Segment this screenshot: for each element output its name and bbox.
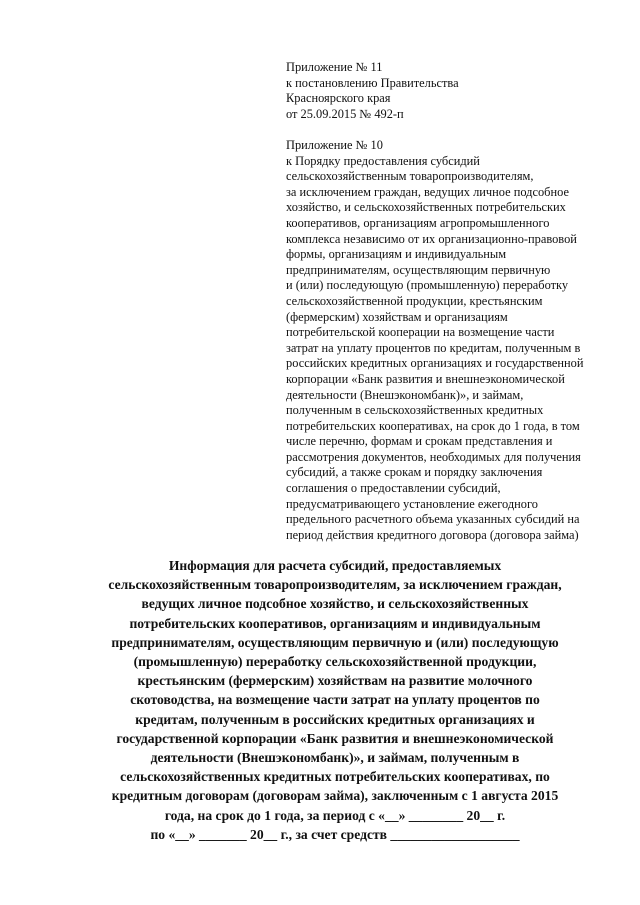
appendix-10-line: предусматривающего установление ежегодного — [286, 496, 538, 511]
appendix-10-line: предельного расчетного объема указанных субсидий на — [286, 512, 580, 527]
appendix-10-line: сельскохозяйственным товаропроизводителям, — [286, 169, 534, 184]
title-line: сельскохозяйственным товаропроизводителям, за исключением граждан, — [108, 577, 562, 593]
appendix-10-line: рассмотрения документов, необходимых для получения — [286, 449, 581, 464]
title-line: года, на срок до 1 года, за период с «__» ________ 20__ г. — [164, 807, 506, 823]
appendix-10-line: потребительских кооперативах, на срок до 1 года, в том — [286, 418, 580, 433]
title-line: крестьянским (фермерским) хозяйствам на развитие молочного — [137, 673, 533, 689]
appendix-10-line: предпринимателям, осуществляющим первичную — [286, 262, 551, 277]
appendix-10-line: российских кредитных организациях и государственной — [286, 356, 584, 371]
appendix-10-line: полученным в сельскохозяйственных кредитных — [286, 403, 544, 418]
appendix-10-line: деятельности (Внешэкономбанк)», и займам, — [286, 387, 524, 402]
title-line: потребительских кооперативов, организациям и индивидуальным — [129, 615, 541, 631]
title-line: ведущих личное подсобное хозяйство, и сельскохозяйственных — [141, 596, 529, 612]
appendix-10-line: сельскохозяйственной продукции, крестьянским — [286, 293, 543, 308]
appendix-10-line: кооперативов, организациям агропромышленного — [286, 215, 550, 230]
appendix-10-line: затрат на уплату процентов по кредитам, полученным в — [286, 340, 581, 355]
appendix-10-line: соглашения о предоставлении субсидий, — [286, 481, 501, 496]
title-line: Информация для расчета субсидий, предоставляемых — [168, 558, 502, 573]
appendix-10-line: формы, организациям и индивидуальным — [286, 247, 507, 262]
title-line: кредитным договорам (договорам займа), заключенным с 1 августа 2015 — [111, 788, 559, 804]
appendix-10-line: комплекса независимо от их организационно-правовой — [286, 231, 577, 246]
title-line: (промышленную) переработку сельскохозяйственной продукции, — [133, 654, 537, 670]
title-line: предпринимателям, осуществляющим первичную и (или) последующую — [111, 634, 559, 650]
title-line: скотоводства, на возмещение части затрат на уплату процентов по — [130, 692, 540, 708]
appendix-11-line: Красноярского края — [286, 91, 391, 106]
title-line: государственной корпорации «Банк развития и внешнеэкономической — [116, 730, 554, 746]
appendix-10-line: хозяйство, и сельскохозяйственных потребительских — [286, 200, 566, 215]
appendix-10-line: числе перечню, формам и срокам представления и — [286, 434, 553, 449]
appendix-10-block — [286, 138, 616, 543]
appendix-10-line: период действия кредитного договора (договора займа) — [286, 527, 579, 542]
appendix-10-line: и (или) последующую (промышленную) переработку — [286, 278, 569, 293]
document-title — [60, 556, 610, 844]
appendix-10-line: за исключением граждан, ведущих личное подсобное — [286, 184, 569, 199]
appendix-10-line: (фермерским) хозяйствам и организациям — [286, 309, 508, 324]
title-line: по «__» _______ 20__ г., за счет средств ___________________ — [150, 826, 520, 842]
title-line: кредитам, полученным в российских кредитных организациях и — [135, 711, 535, 727]
appendix-10-line: Приложение № 10 — [286, 138, 383, 152]
appendix-10-line: потребительской кооперации на возмещение части — [286, 325, 555, 340]
title-line: деятельности (Внешэкономбанк)», и займам, полученным в — [150, 750, 520, 766]
appendix-11-line: к постановлению Правительства — [286, 75, 459, 90]
appendix-10-line: субсидий, а также срокам и порядку заключения — [286, 465, 543, 480]
appendix-10-line: корпорации «Банк развития и внешнеэкономической — [286, 371, 565, 386]
appendix-11-line: Приложение № 11 — [286, 60, 383, 74]
appendix-10-line: к Порядку предоставления субсидий — [286, 153, 480, 168]
title-line: сельскохозяйственных кредитных потребительских кооперативах, по — [120, 769, 550, 785]
appendix-11-line: от 25.09.2015 № 492-п — [286, 106, 404, 121]
appendix-11-block — [286, 60, 616, 122]
